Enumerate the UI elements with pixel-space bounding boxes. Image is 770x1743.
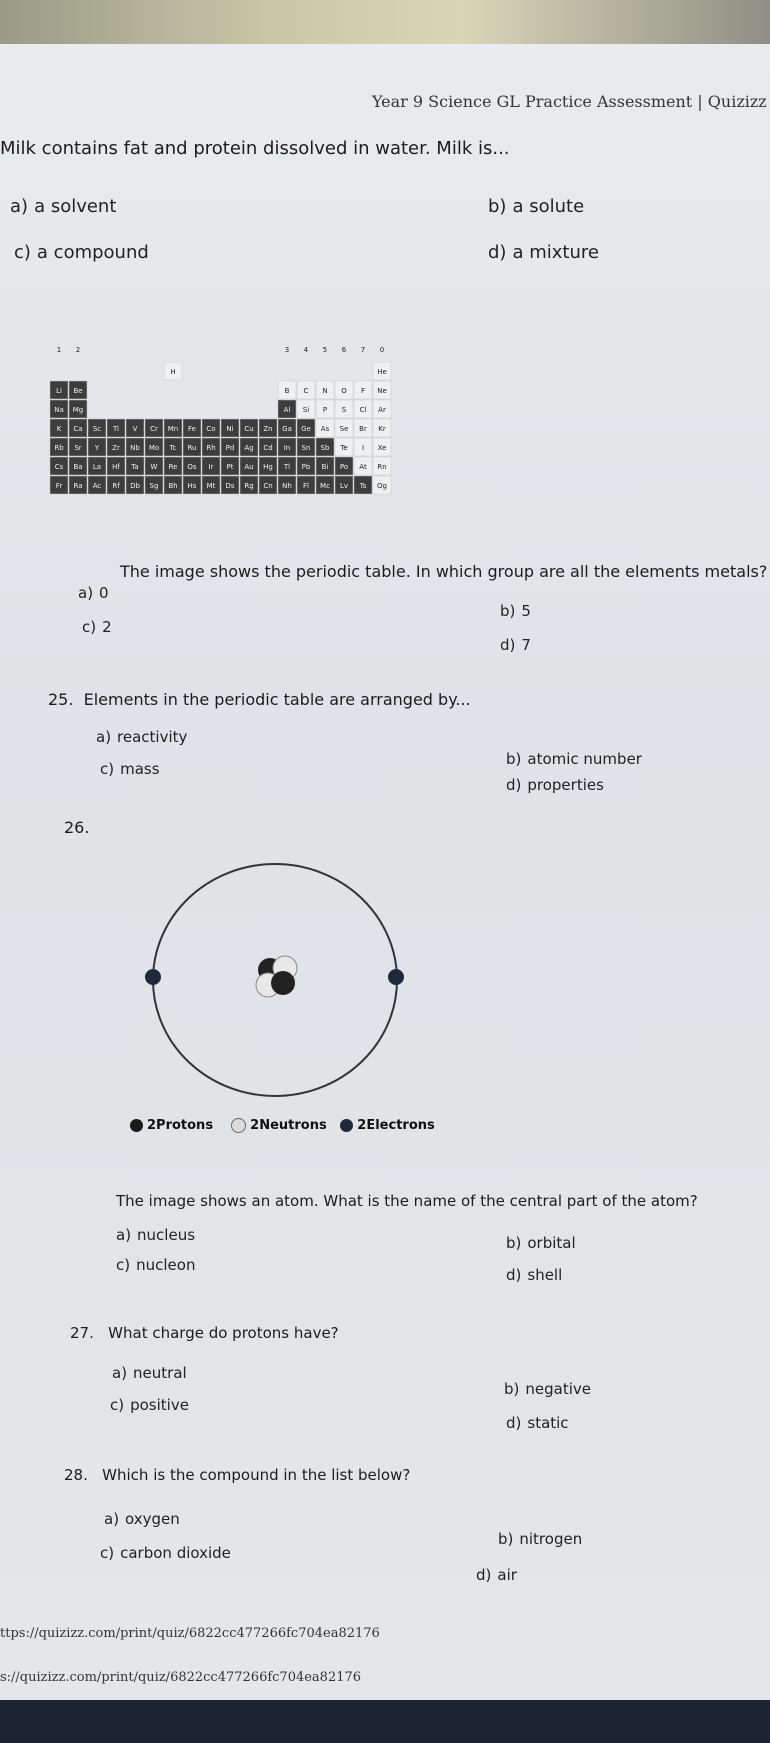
- option-key: c): [100, 1544, 115, 1562]
- element-symbol: Tc: [169, 444, 177, 452]
- option-key: b): [506, 1234, 522, 1252]
- element-symbol: Hg: [263, 463, 273, 471]
- element-symbol: Os: [187, 463, 197, 471]
- option-c[interactable]: [116, 1256, 195, 1274]
- element-symbol: Ni: [226, 425, 234, 433]
- element-symbol: Ds: [225, 482, 235, 490]
- option-key: c): [82, 618, 97, 636]
- element-symbol: Rg: [244, 482, 254, 490]
- element-symbol: P: [322, 406, 328, 414]
- periodic-table-image: [46, 338, 406, 510]
- element-symbol: Ge: [301, 425, 311, 433]
- option-key: d): [506, 776, 522, 794]
- element-symbol: As: [320, 425, 330, 433]
- option-text: a solute: [512, 196, 585, 217]
- element-symbol: Si: [302, 406, 310, 414]
- element-symbol: N: [322, 387, 328, 395]
- element-symbol: Co: [206, 425, 216, 433]
- element-symbol: Ar: [378, 406, 386, 414]
- element-symbol: Fr: [55, 482, 63, 490]
- footer-url[interactable]: s://quizizz.com/print/quiz/6822cc477266fc704ea82176: [0, 1670, 362, 1685]
- electrons-legend-dot: [340, 1119, 353, 1132]
- option-d[interactable]: [506, 1266, 562, 1284]
- element-symbol: Re: [168, 463, 178, 471]
- option-key: b): [498, 1530, 514, 1548]
- element-symbol: Pb: [301, 463, 311, 471]
- element-symbol: Br: [359, 425, 367, 433]
- element-symbol: V: [132, 425, 138, 433]
- element-symbol: Cs: [54, 463, 64, 471]
- element-symbol: Ra: [73, 482, 83, 490]
- option-b[interactable]: [498, 1530, 582, 1548]
- option-text: negative: [525, 1380, 591, 1398]
- element-symbol: Bi: [321, 463, 329, 471]
- element-symbol: Mo: [148, 444, 160, 452]
- element-symbol: Db: [130, 482, 140, 490]
- element-symbol: Cn: [263, 482, 273, 490]
- element-symbol: Ca: [73, 425, 83, 433]
- element-symbol: Sb: [320, 444, 330, 452]
- proton: [271, 971, 295, 995]
- group-number-label: 2: [75, 346, 81, 354]
- element-symbol: Fe: [188, 425, 196, 433]
- question-number: 27.: [70, 1324, 94, 1342]
- protons-legend-dot: [130, 1119, 143, 1132]
- element-symbol: Ir: [208, 463, 214, 471]
- option-key: b): [504, 1380, 520, 1398]
- element-symbol: Fl: [303, 482, 309, 490]
- question-text: What charge do protons have?: [108, 1324, 339, 1342]
- element-symbol: Ta: [131, 463, 139, 471]
- element-symbol: Ru: [187, 444, 197, 452]
- element-symbol: Se: [339, 425, 349, 433]
- question-26: The image shows an atom. What is the name of the central part of the atom?: [116, 1192, 698, 1210]
- nucleus: [256, 956, 297, 997]
- option-key: d): [488, 242, 507, 263]
- legend-electrons: 2Electrons: [357, 1118, 435, 1133]
- option-c[interactable]: [14, 242, 149, 263]
- element-symbol: Mn: [167, 425, 179, 433]
- question-26-number: 26.: [64, 818, 90, 837]
- option-text: 5: [521, 602, 531, 620]
- option-key: d): [506, 1414, 522, 1432]
- option-text: a mixture: [512, 242, 599, 263]
- option-key: a): [104, 1510, 120, 1528]
- element-symbol: In: [283, 444, 291, 452]
- option-key: a): [112, 1364, 128, 1382]
- option-key: b): [500, 602, 516, 620]
- element-symbol: At: [359, 463, 367, 471]
- option-text: 2: [102, 618, 112, 636]
- option-b[interactable]: [506, 1234, 576, 1252]
- question-28: [64, 1466, 410, 1484]
- electron: [145, 969, 161, 985]
- option-key: d): [476, 1566, 492, 1584]
- option-text: orbital: [527, 1234, 576, 1252]
- question-milk: Milk contains fat and protein dissolved in water. Milk is...: [0, 138, 510, 159]
- option-key: a): [116, 1226, 132, 1244]
- question-27: [70, 1324, 339, 1342]
- element-symbol: Rh: [206, 444, 216, 452]
- option-c[interactable]: [110, 1396, 189, 1414]
- option-text: nucleus: [137, 1226, 196, 1244]
- electron: [388, 969, 404, 985]
- neutrons-legend-dot: [231, 1118, 246, 1133]
- option-text: properties: [527, 776, 604, 794]
- element-symbol: K: [56, 425, 62, 433]
- element-symbol: Mg: [72, 406, 84, 414]
- option-d[interactable]: [506, 776, 604, 794]
- option-text: air: [497, 1566, 517, 1584]
- element-symbol: Po: [339, 463, 349, 471]
- option-a[interactable]: [104, 1510, 180, 1528]
- element-symbol: Cd: [263, 444, 273, 452]
- element-symbol: I: [361, 444, 365, 452]
- option-key: b): [488, 196, 507, 217]
- option-key: b): [506, 750, 522, 768]
- atom-diagram: [140, 855, 410, 1115]
- element-symbol: Nh: [282, 482, 292, 490]
- element-symbol: Ne: [377, 387, 387, 395]
- group-number-label: 7: [360, 346, 366, 354]
- element-symbol: Mc: [320, 482, 330, 490]
- option-b[interactable]: [500, 602, 531, 620]
- element-symbol: Zr: [112, 444, 120, 452]
- option-text: nucleon: [136, 1256, 196, 1274]
- legend-protons: 2Protons: [147, 1118, 214, 1133]
- element-symbol: Li: [56, 387, 62, 395]
- question-metals: The image shows the periodic table. In which group are all the elements metals?: [120, 562, 768, 581]
- group-number-label: 5: [322, 346, 328, 354]
- option-text: mass: [120, 760, 160, 778]
- option-a[interactable]: [78, 584, 109, 602]
- option-c[interactable]: [82, 618, 112, 636]
- element-symbol: O: [341, 387, 347, 395]
- element-symbol: Hs: [187, 482, 197, 490]
- option-a[interactable]: [96, 728, 187, 746]
- element-symbol: La: [92, 463, 102, 471]
- element-symbol: Bh: [168, 482, 178, 490]
- option-b[interactable]: [504, 1380, 591, 1398]
- element-symbol: Te: [340, 444, 348, 452]
- element-symbol: He: [377, 368, 387, 376]
- element-symbol: Ba: [73, 463, 83, 471]
- footer-url[interactable]: ttps://quizizz.com/print/quiz/6822cc477266fc704ea82176: [0, 1626, 380, 1641]
- element-symbol: S: [341, 406, 347, 414]
- element-symbol: Cr: [150, 425, 158, 433]
- option-key: a): [78, 584, 94, 602]
- option-d[interactable]: [506, 1414, 569, 1432]
- option-text: a compound: [36, 242, 149, 263]
- option-a[interactable]: [112, 1364, 187, 1382]
- option-c[interactable]: [100, 1544, 231, 1562]
- element-symbol: C: [303, 387, 309, 395]
- group-number-label: 1: [56, 346, 62, 354]
- element-symbol: B: [284, 387, 290, 395]
- option-key: a): [10, 196, 29, 217]
- element-symbol: H: [170, 368, 176, 376]
- element-symbol: Zn: [263, 425, 273, 433]
- legend-neutrons: 2Neutrons: [250, 1118, 327, 1133]
- element-symbol: Ti: [112, 425, 120, 433]
- element-symbol: Kr: [378, 425, 386, 433]
- option-text: 0: [99, 584, 109, 602]
- element-symbol: W: [150, 463, 158, 471]
- element-symbol: Cu: [244, 425, 254, 433]
- option-key: c): [116, 1256, 131, 1274]
- option-text: static: [527, 1414, 569, 1432]
- element-symbol: Na: [54, 406, 64, 414]
- option-text: positive: [130, 1396, 189, 1414]
- option-d[interactable]: [500, 636, 531, 654]
- group-number-label: 0: [379, 346, 385, 354]
- element-symbol: Xe: [377, 444, 387, 452]
- page-header: Year 9 Science GL Practice Assessment | Quizizz: [372, 92, 767, 111]
- element-symbol: Ga: [282, 425, 292, 433]
- group-number-label: 3: [284, 346, 290, 354]
- option-text: neutral: [133, 1364, 187, 1382]
- element-symbol: Ag: [244, 444, 254, 452]
- element-symbol: Pd: [225, 444, 235, 452]
- question-text: Elements in the periodic table are arranged by...: [83, 690, 471, 709]
- option-text: oxygen: [125, 1510, 180, 1528]
- group-number-label: 6: [341, 346, 347, 354]
- option-key: c): [14, 242, 31, 263]
- option-d[interactable]: [476, 1566, 517, 1584]
- option-key: d): [506, 1266, 522, 1284]
- element-symbol: Rf: [112, 482, 120, 490]
- question-text: Which is the compound in the list below?: [102, 1466, 411, 1484]
- element-symbol: Au: [244, 463, 254, 471]
- element-symbol: Pt: [226, 463, 234, 471]
- option-b[interactable]: [488, 196, 584, 217]
- option-a[interactable]: [116, 1226, 195, 1244]
- option-text: carbon dioxide: [120, 1544, 231, 1562]
- element-symbol: F: [360, 387, 366, 395]
- option-a[interactable]: [10, 196, 116, 217]
- element-symbol: Ts: [359, 482, 367, 490]
- option-d[interactable]: [488, 242, 599, 263]
- element-symbol: Sr: [74, 444, 82, 452]
- option-key: a): [96, 728, 112, 746]
- element-symbol: Ac: [92, 482, 102, 490]
- atom-legend: [130, 1118, 435, 1133]
- element-symbol: Mt: [206, 482, 216, 490]
- option-text: shell: [527, 1266, 563, 1284]
- question-25: [48, 690, 471, 709]
- element-symbol: Nb: [130, 444, 140, 452]
- element-symbol: Tl: [283, 463, 291, 471]
- element-symbol: Y: [94, 444, 100, 452]
- question-number: 25.: [48, 690, 74, 709]
- background-bottom: [0, 1700, 770, 1743]
- option-text: 7: [521, 636, 531, 654]
- option-key: c): [110, 1396, 125, 1414]
- option-key: d): [500, 636, 516, 654]
- option-text: nitrogen: [519, 1530, 583, 1548]
- element-symbol: Sg: [149, 482, 159, 490]
- element-symbol: Cl: [359, 406, 367, 414]
- element-symbol: Sc: [92, 425, 102, 433]
- element-symbol: Hf: [112, 463, 120, 471]
- option-c[interactable]: [100, 760, 160, 778]
- element-symbol: Sn: [301, 444, 311, 452]
- group-number-label: 4: [303, 346, 309, 354]
- element-symbol: Rn: [377, 463, 387, 471]
- option-text: a solvent: [34, 196, 117, 217]
- question-number: 28.: [64, 1466, 88, 1484]
- element-symbol: Rb: [54, 444, 64, 452]
- element-symbol: Lv: [339, 482, 349, 490]
- element-symbol: Og: [377, 482, 387, 490]
- element-symbol: Be: [73, 387, 83, 395]
- option-key: c): [100, 760, 115, 778]
- option-b[interactable]: [506, 750, 642, 768]
- option-text: reactivity: [117, 728, 188, 746]
- element-symbol: Al: [283, 406, 291, 414]
- option-text: atomic number: [527, 750, 642, 768]
